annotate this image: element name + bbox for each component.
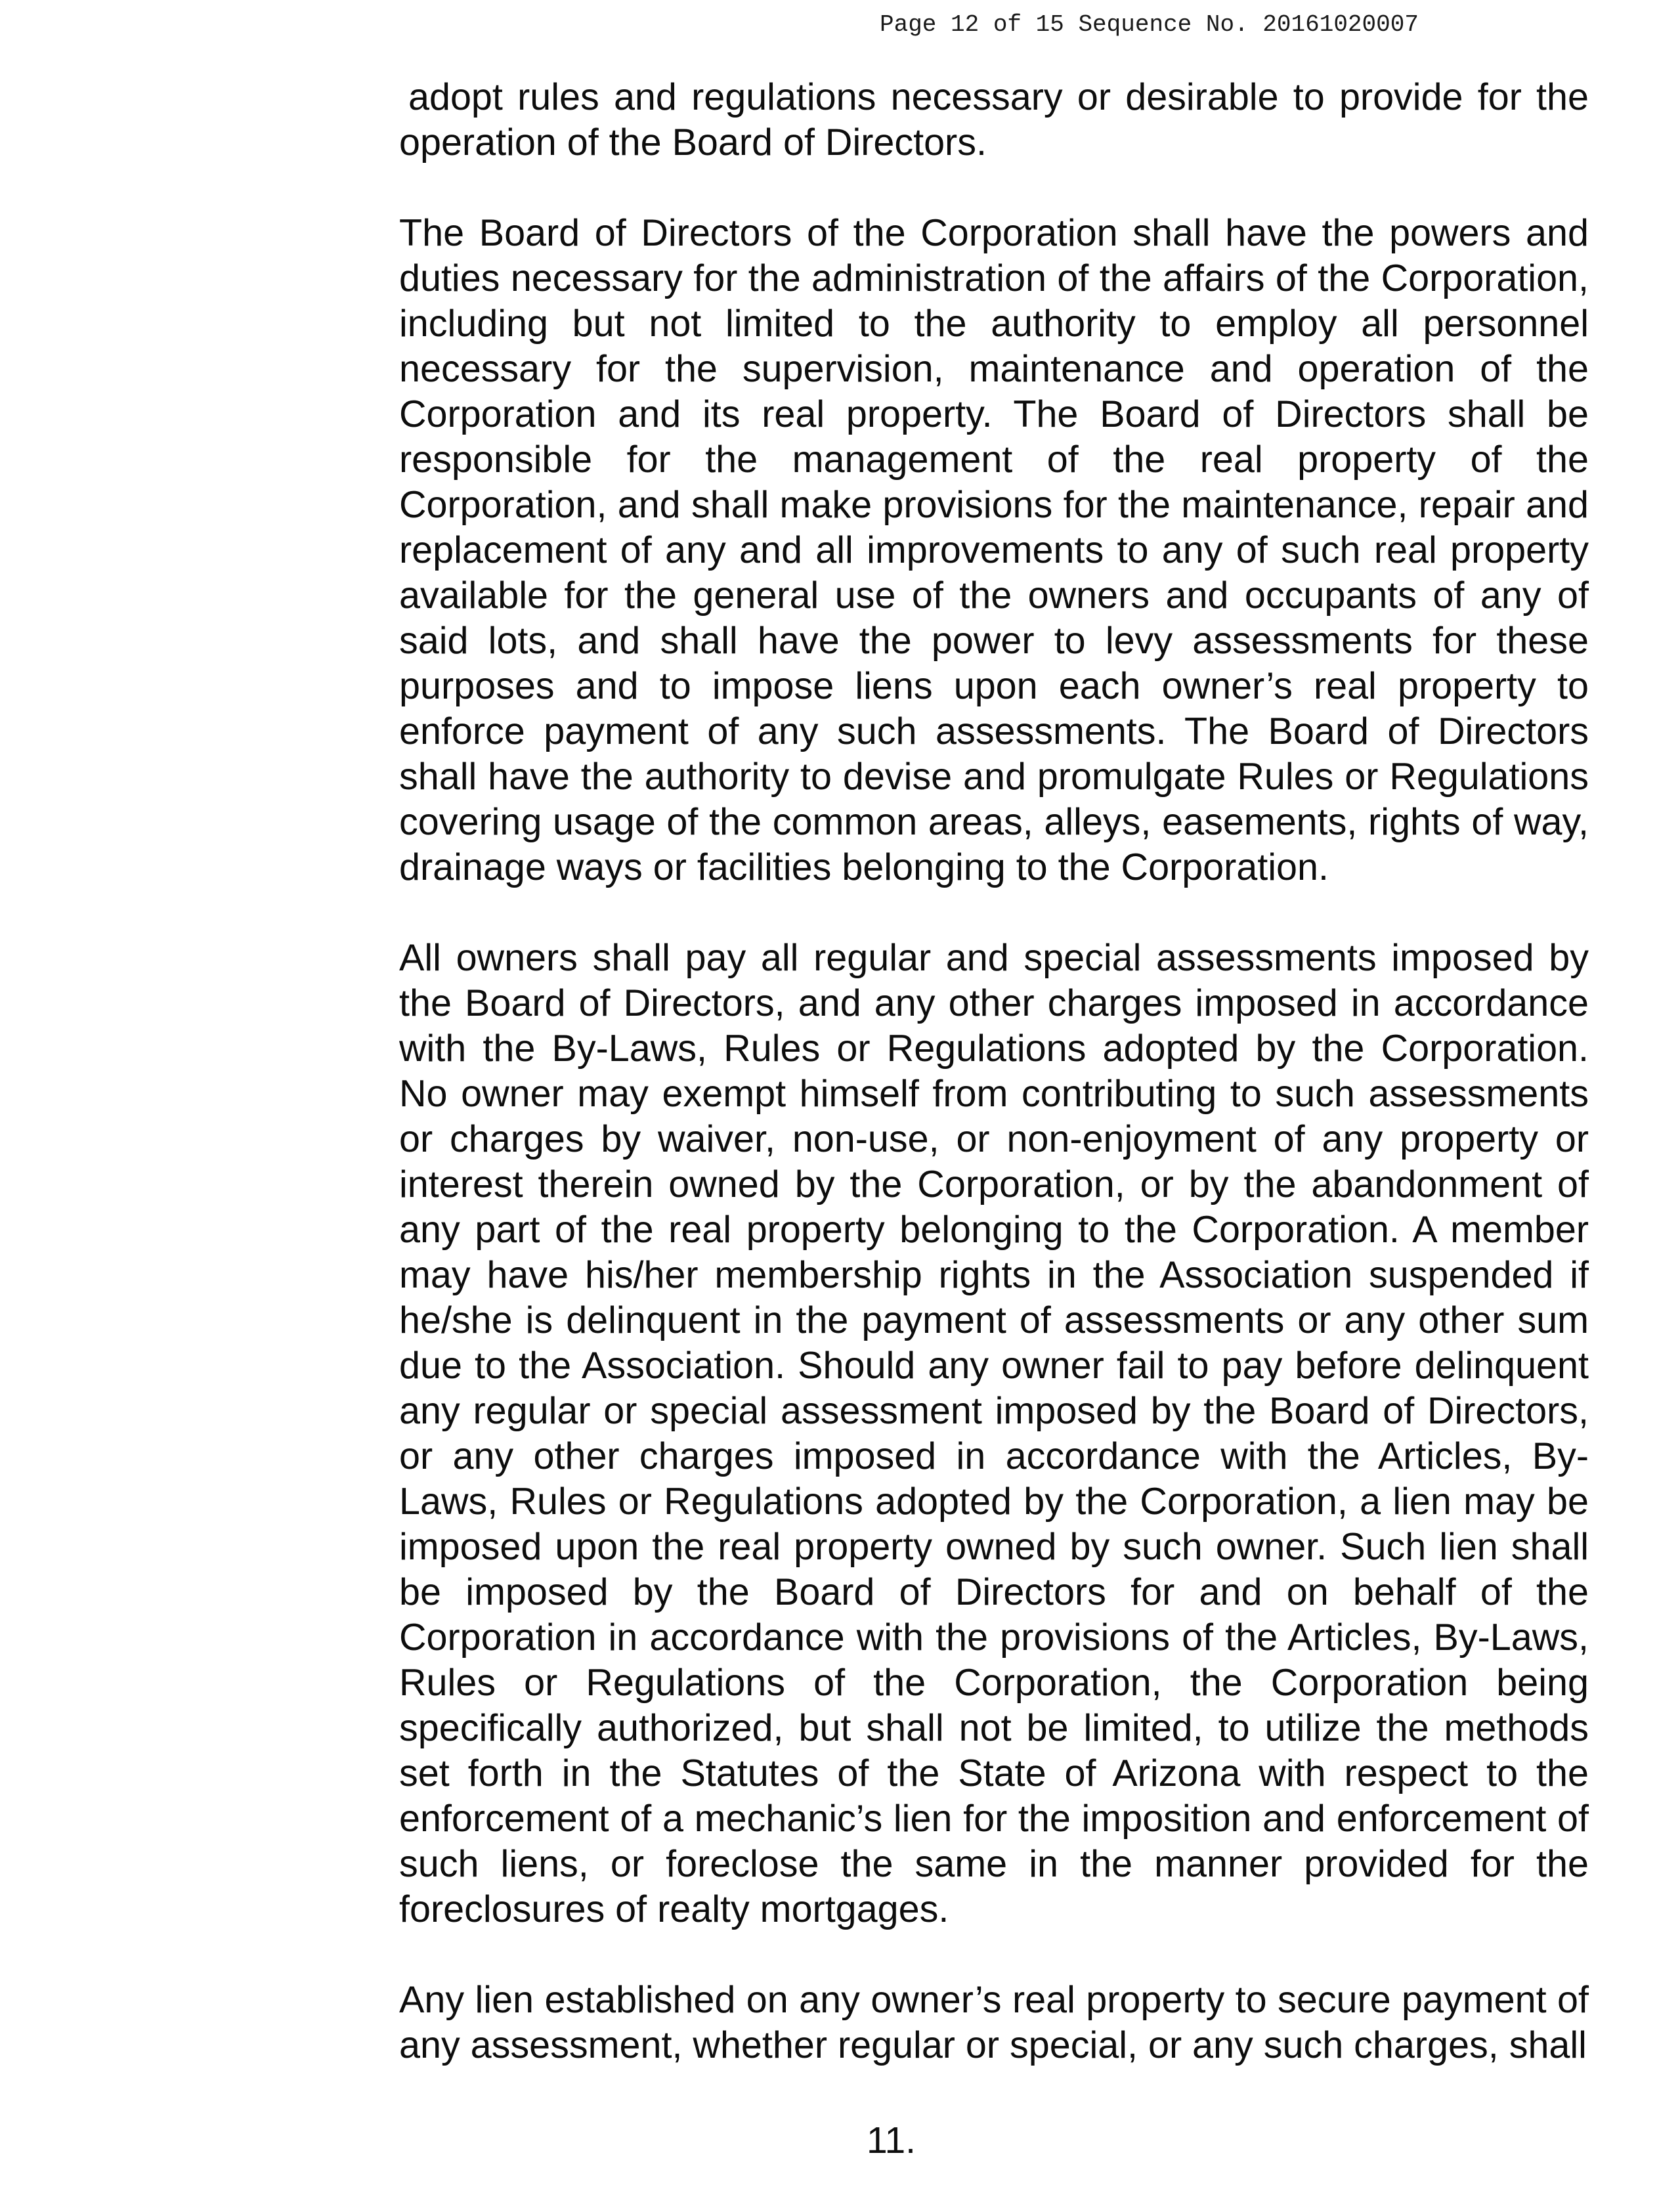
- page-number: 11.: [867, 2119, 916, 2161]
- page-sequence-header: Page 12 of 15 Sequence No. 20161020007: [880, 11, 1419, 38]
- paragraph-owner-assessments: All owners shall pay all regular and special assessments imposed by the Board of Directors, and any other charges imposed in accordance with the By-Laws, Rules or Regulations adopted by the Corporation. No owner may exempt himself from contributing to such assessments or charges by waiver, non-use, or non-enjoyment of any property or interest therein owned by the Corporation, or by the abandonment of any part of the real property belonging to the Corporation. A member may have his/her membership rights in the Association suspended if he/she is delinquent in the payment of assessments or any other sum due to the Association. Should any owner fail to pay before delinquent any regular or special assessment imposed by the Board of Directors, or any other charges imposed in accordance with the Articles, By-Laws, Rules or Regulations adopted by the Corporation, a lien may be imposed upon the real property owned by such owner. Such lien shall be imposed by the Board of Directors for and on behalf of the Corporation in accordance with the provisions of the Articles, By-Laws, Rules or Regulations of the Corporation, the Corporation being specifically authorized, but shall not be limited, to utilize the methods set forth in the Statutes of the State of Arizona with respect to the enforcement of a mechanic’s lien for the imposition and enforcement of such liens, or foreclose the same in the manner provided for the foreclosures of realty mortgages.: [399, 937, 1589, 1930]
- paragraph-lien: Any lien established on any owner’s real property to secure payment of any assessment, whether regular or special, or any such charges, shall: [399, 1979, 1589, 2066]
- document-body: [399, 75, 1589, 2068]
- paragraph-board-powers: The Board of Directors of the Corporation shall have the powers and duties necessary for the administration of the affairs of the Corporation, including but not limited to the authority to employ all personnel necessary for the supervision, maintenance and operation of the Corporation and its real property. The Board of Directors shall be responsible for the management of the real property of the Corporation, and shall make provisions for the maintenance, repair and replacement of any and all improvements to any of such real property available for the general use of the owners and occupants of any of said lots, and shall have the power to levy assessments for these purposes and to impose liens upon each owner’s real property to enforce payment of any such assessments. The Board of Directors shall have the authority to devise and promulgate Rules or Regulations covering usage of the common areas, alleys, easements, rights of way, drainage ways or facilities belonging to the Corporation.: [399, 212, 1589, 888]
- paragraph-board-rules: adopt rules and regulations necessary or desirable to provide for the operation of the Board of Directors.: [399, 76, 1589, 163]
